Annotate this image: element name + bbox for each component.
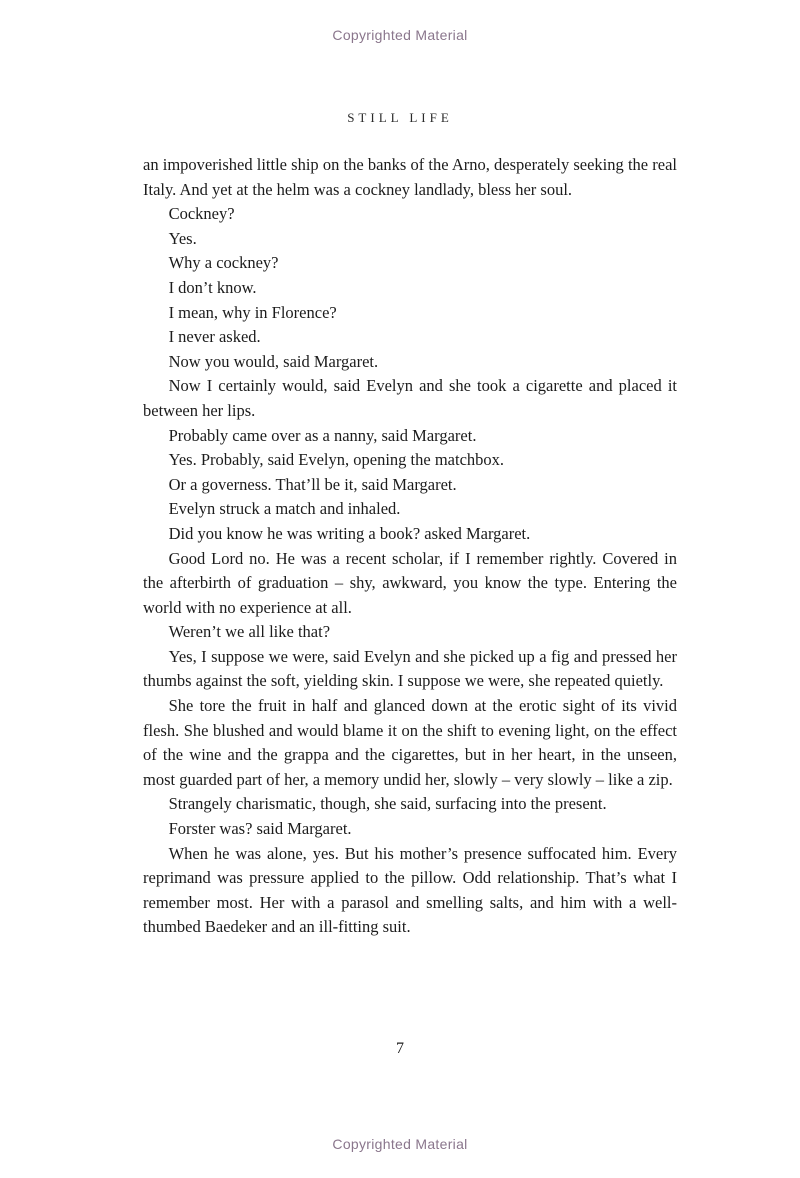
page-body [143, 153, 677, 940]
paragraph: Good Lord no. He was a recent scholar, if I remember rightly. Covered in the afterbirth of graduation – shy, awkward, you know the type. Entering the world with no experience at all. [143, 548, 677, 617]
paragraph: Forster was? said Margaret. [168, 819, 352, 839]
paragraph: Now you would, said Margaret. [168, 351, 379, 371]
paragraph: Probably came over as a nanny, said Margaret. [168, 425, 477, 445]
paragraph: Strangely charismatic, though, she said, surfacing into the present. [168, 794, 607, 814]
paragraph: Evelyn struck a match and inhaled. [168, 499, 401, 519]
paragraph: Yes. Probably, said Evelyn, opening the matchbox. [168, 450, 505, 470]
paragraph: Now I certainly would, said Evelyn and she took a cigarette and placed it between her lips. [143, 376, 677, 420]
paragraph: Yes, I suppose we were, said Evelyn and she picked up a fig and pressed her thumbs against the soft, yielding skin. I suppose we were, she repeated quietly. [143, 646, 677, 691]
paragraph: Weren’t we all like that? [168, 622, 331, 642]
paragraph: I never asked. [168, 327, 261, 347]
paragraph: Why a cockney? [168, 253, 279, 273]
copyright-notice-bottom: Copyrighted Material [332, 1136, 468, 1152]
page-number: 7 [396, 1040, 404, 1057]
paragraph: She tore the fruit in half and glanced down at the erotic sight of its vivid flesh. She blushed and would blame it on the shift to evening light, on the effect of the wine and the grappa and the cigarettes, but in her heart, in the unseen, most guarded part of her, a memory undid her, slowly – very slowly – like a zip. [143, 696, 677, 789]
paragraph: Yes. [168, 228, 197, 248]
paragraph: I don’t know. [168, 277, 257, 297]
running-header: STILL LIFE [347, 110, 453, 125]
paragraph: I mean, why in Florence? [168, 302, 337, 322]
paragraph: Cockney? [168, 204, 235, 224]
paragraph: Did you know he was writing a book? asked Margaret. [168, 523, 531, 543]
paragraph: an impoverished little ship on the banks of the Arno, desperately seeking the real Italy. And yet at the helm was a cockney landlady, bless her soul. [143, 155, 677, 199]
paragraph: When he was alone, yes. But his mother’s presence suffocated him. Every reprimand was pressure applied to the pillow. Odd relationship. That’s what I remember most. Her with a parasol and smelling salts, and him with a well-thumbed Baedeker and an ill-fitting suit. [143, 843, 677, 937]
copyright-notice-top: Copyrighted Material [332, 27, 468, 43]
paragraph: Or a governess. That’ll be it, said Margaret. [168, 474, 457, 494]
